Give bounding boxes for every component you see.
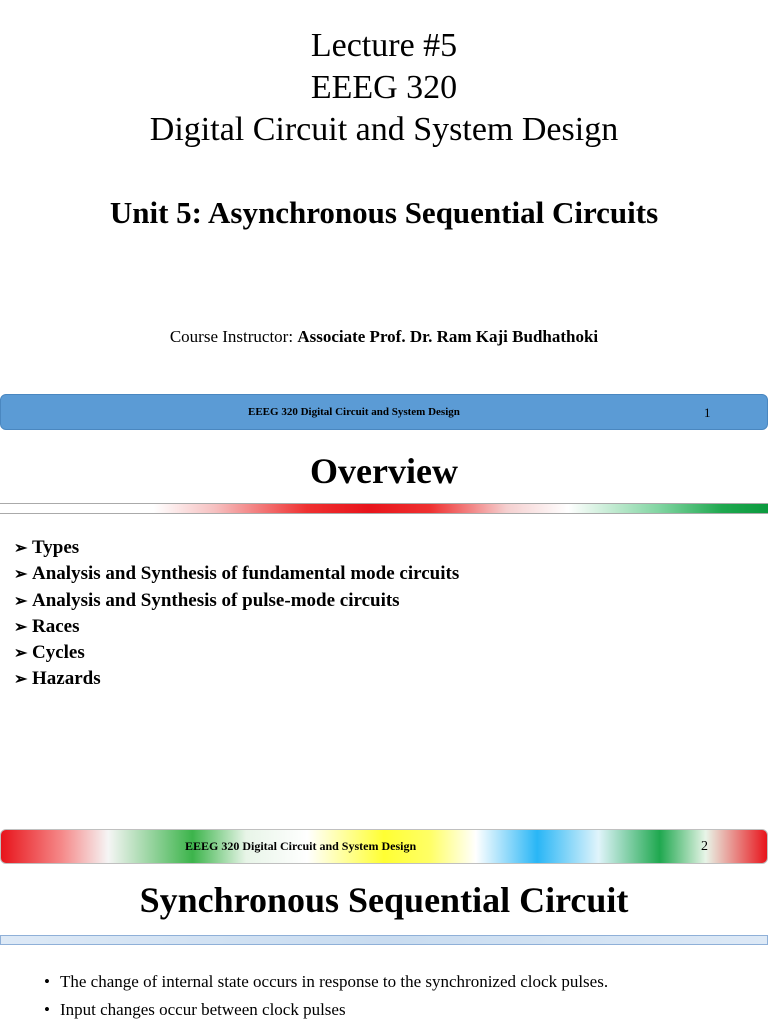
arrow-bullet-icon: ➢ <box>14 592 28 610</box>
arrow-bullet-icon: ➢ <box>14 645 28 663</box>
list-item: ➢ Types <box>14 535 459 561</box>
arrow-bullet-icon: ➢ <box>14 618 28 636</box>
slide-footer-1 <box>0 394 768 430</box>
list-item: ➢ Races <box>14 614 459 640</box>
unit-title: Unit 5: Asynchronous Sequential Circuits <box>109 195 659 230</box>
footer-course-text: EEEG 320 Digital Circuit and System Design <box>248 406 460 418</box>
arrow-bullet-icon: ➢ <box>14 540 28 557</box>
lecture-number: Lecture #5 <box>310 27 458 64</box>
course-title: Digital Circuit and System Design <box>149 111 619 148</box>
slide-footer-2 <box>0 829 768 864</box>
instructor-name: Associate Prof. Dr. Ram Kaji Budhathoki <box>297 327 599 346</box>
bullet-dot-icon: • <box>44 1000 50 1019</box>
list-item: ➢ Analysis and Synthesis of pulse-mode circuits <box>14 588 459 614</box>
list-item: ➢ Hazards <box>14 666 459 692</box>
page-number: 1 <box>704 405 711 420</box>
bullet-dot-icon: • <box>44 972 50 991</box>
arrow-bullet-icon: ➢ <box>14 566 28 584</box>
page-number: 2 <box>701 839 708 854</box>
instructor-label: Course Instructor: <box>169 327 298 346</box>
arrow-bullet-icon: ➢ <box>14 671 28 689</box>
sync-circuit-title: Synchronous Sequential Circuit <box>139 880 629 920</box>
footer-course-text: EEEG 320 Digital Circuit and System Design <box>185 839 417 853</box>
sync-bullet-list <box>44 968 608 1024</box>
list-item: • Input changes occur between clock pulses <box>44 996 608 1024</box>
course-code: EEEG 320 <box>310 69 458 106</box>
list-item: • The change of internal state occurs in response to the synchronized clock pulses. <box>44 968 608 996</box>
list-item: ➢ Analysis and Synthesis of fundamental mode circuits <box>14 561 459 587</box>
list-item: ➢ Cycles <box>14 640 459 666</box>
title-divider <box>0 935 768 945</box>
title-divider <box>0 503 768 514</box>
instructor-line <box>0 325 768 349</box>
overview-list <box>14 535 459 693</box>
overview-title: Overview <box>310 451 458 491</box>
